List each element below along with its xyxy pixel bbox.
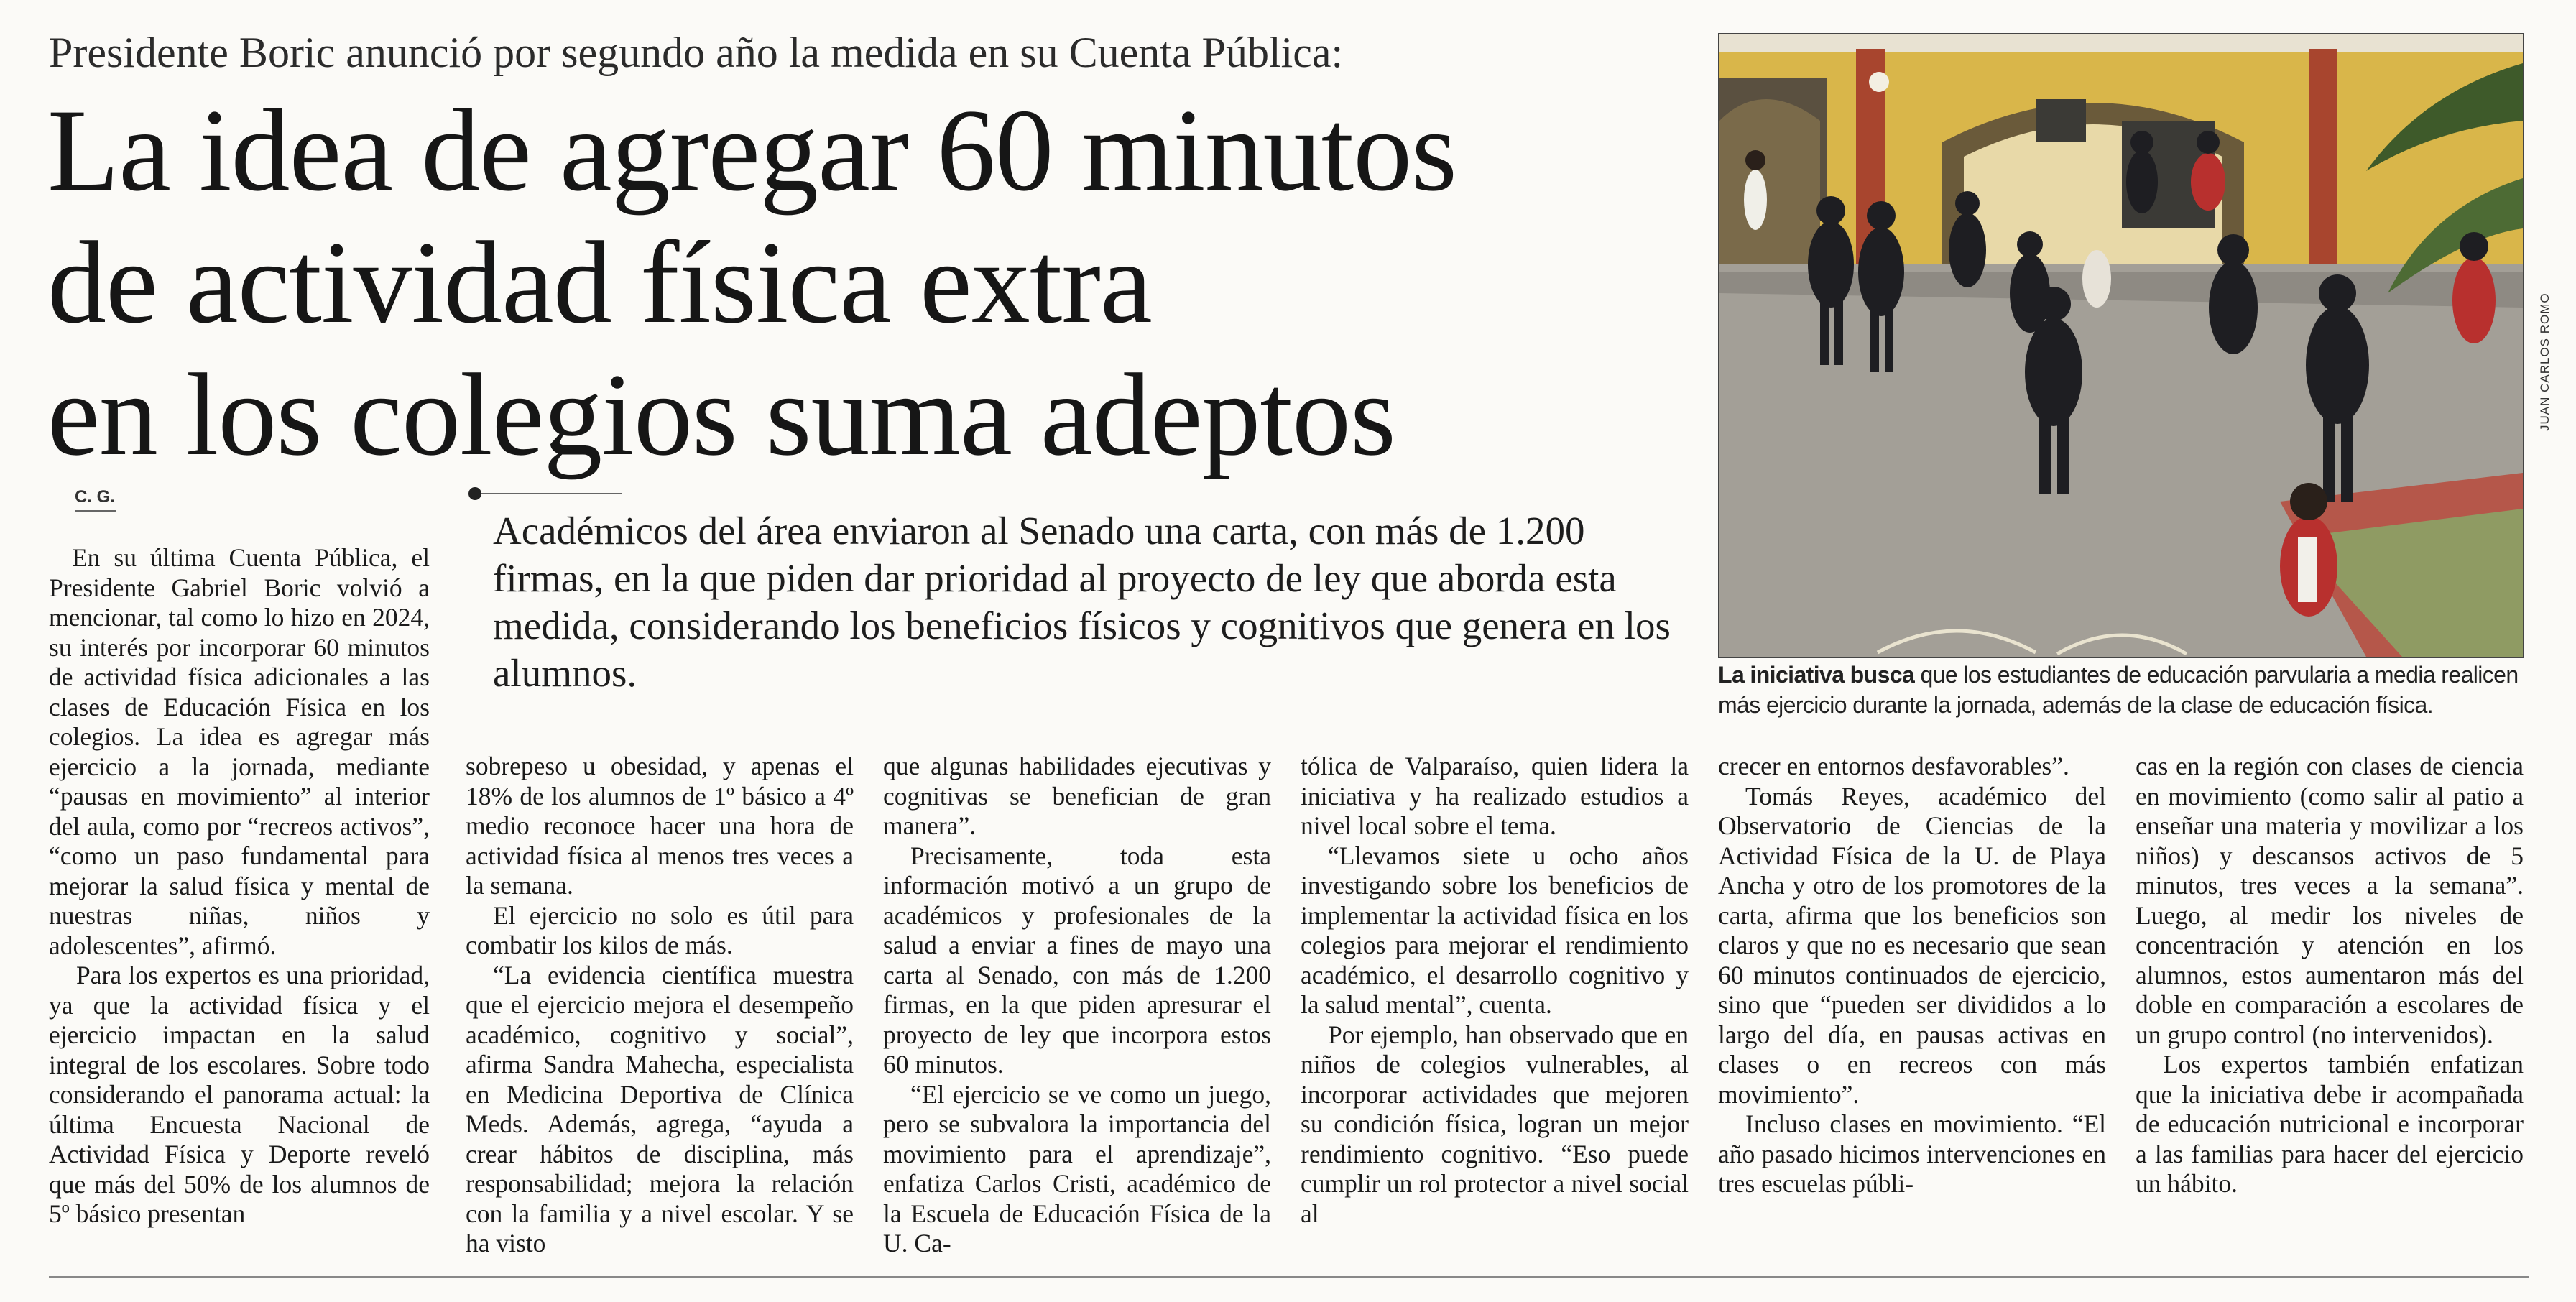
article-photo bbox=[1718, 33, 2524, 658]
lead-divider bbox=[481, 493, 622, 494]
headline-line-1: La idea de agregar 60 minutos bbox=[47, 86, 1457, 216]
paragraph: Incluso clases en movimiento. “El año pasado hicimos intervenciones en tres escuelas públi- bbox=[1718, 1109, 2106, 1198]
bottom-divider bbox=[49, 1276, 2529, 1278]
byline: C. G. bbox=[75, 487, 116, 507]
paragraph: tólica de Valparaíso, quien lidera la iniciativa y ha realizado estudios a nivel local sobre el tema. bbox=[1301, 752, 1689, 840]
paragraph: crecer en entornos desfavorables”. bbox=[1718, 752, 2069, 780]
paragraph: En su última Cuenta Pública, el Presidente Gabriel Boric volvió a mencionar, tal como lo hizo en 2024, su interés por incorporar 60 minutos de actividad física adicionales a las clases de Educación Física en los colegios. La idea es agregar más ejercicio a la jornada, mediante “pausas en movimiento” al interior del aula, como por “recreos activos”, “como un paso fundamental para mejorar la salud física y mental de nuestras niñas, niños y adolescentes”, afirmó. bbox=[49, 543, 430, 960]
photo-credit: JUAN CARLOS ROMO bbox=[2538, 292, 2552, 431]
body-column-6 bbox=[2136, 752, 2524, 1199]
paragraph: El ejercicio no solo es útil para combatir los kilos de más. bbox=[466, 900, 854, 959]
paragraph: Tomás Reyes, académico del Observatorio de Ciencias de la Actividad Física de la U. de Playa Ancha y otro de los promotores de la carta, afirma que los beneficios son claros y que no es necesario que sean 60 minutos continuados de ejercicio, sino que “pueden ser divididos a lo largo del día, en pausas activas en clases o en recreos con más movimiento”. bbox=[1718, 781, 2106, 1109]
byline-divider bbox=[75, 510, 116, 512]
paragraph: “El ejercicio se ve como un juego, pero se subvalora la importancia del movimiento para el aprendizaje”, enfatiza Carlos Cristi, académico de la Escuela de Educación Física de la U. Ca- bbox=[883, 1079, 1271, 1257]
body-column-1 bbox=[49, 543, 430, 1229]
paragraph: “La evidencia científica muestra que el ejercicio mejora el desempeño académico, cognitivo y social”, afirma Sandra Mahecha, especialista en Medicina Deportiva de Clínica Meds. Además, agrega, “ayuda a crear hábitos de disciplina, más responsabilidad; mejora la relación con la familia y a nivel escolar. Y se ha visto bbox=[466, 960, 854, 1257]
paragraph: “Llevamos siete u ocho años investigando sobre los beneficios de implementar la actividad física en los colegios para mejorar el rendimiento académico, el desarrollo cognitivo y la salud mental”, cuenta. bbox=[1301, 841, 1689, 1019]
body-column-5 bbox=[1718, 752, 2106, 1199]
paragraph: sobrepeso u obesidad, y apenas el 18% de los alumnos de 1º básico a 4º medio reconoce hacer una hora de actividad física al menos tres veces a la semana. bbox=[466, 752, 854, 900]
paragraph: Los expertos también enfatizan que la iniciativa debe ir acompañada de educación nutricional e incorporar a las familias para hacer del ejercicio un hábito. bbox=[2136, 1050, 2524, 1198]
body-column-4 bbox=[1301, 752, 1689, 1229]
headline-line-2: de actividad física extra bbox=[47, 218, 1152, 348]
headline-line-3: en los colegios suma adeptos bbox=[47, 350, 1395, 480]
photo-caption bbox=[1718, 660, 2530, 720]
lead-bullet-icon bbox=[468, 487, 481, 500]
article-lead: Académicos del área enviaron al Senado una carta, con más de 1.200 firmas, en la que piden dar prioridad al proyecto de ley que aborda esta medida, considerando los beneficios físicos y cognitivos que genera en los alumnos. bbox=[493, 509, 1671, 695]
caption-lead: La iniciativa busca bbox=[1718, 662, 1915, 688]
paragraph: Por ejemplo, han observado que en niños de colegios vulnerables, al incorporar actividades que mejoren su condición física, logran un mejor rendimiento cognitivo. “Eso puede cumplir un rol protector a nivel social al bbox=[1301, 1020, 1689, 1228]
paragraph: Precisamente, toda esta información motivó a un grupo de académicos y profesionales de la salud a enviar a fines de mayo una carta al Senado, con más de 1.200 firmas, en la que piden apresurar el proyecto de ley que incorpora estos 60 minutos. bbox=[883, 841, 1271, 1079]
paragraph: Para los expertos es una prioridad, ya que la actividad física y el ejercicio impactan en la salud integral de los escolares. Sobre todo considerando el panorama actual: la última Encuesta Nacional de Actividad Física y Deporte reveló que más del 50% de los alumnos de 5º básico presentan bbox=[49, 961, 430, 1228]
paragraph: que algunas habilidades ejecutivas y cognitivas se benefician de gran manera”. bbox=[883, 752, 1271, 840]
paragraph: cas en la región con clases de ciencia en movimiento (como salir al patio a enseñar una materia y movilizar a los niños) y descansos activos de 5 minutos, tres veces a la semana”. Luego, al medir los niveles de concentración y atención en los alumnos, estos aumentaron más del doble en comparación a escolares de un grupo control (no intervenidos). bbox=[2136, 752, 2524, 1049]
body-column-2 bbox=[466, 752, 854, 1259]
schoolyard-illustration bbox=[1719, 34, 2523, 657]
body-column-3 bbox=[883, 752, 1271, 1259]
caption-text: que los estudiantes de educación parvularia a media realicen más ejercicio durante la jornada, además de la clase de educación física. bbox=[1718, 662, 2519, 718]
article-headline bbox=[47, 85, 1686, 481]
article-kicker: Presidente Boric anunció por segundo año la medida en su Cuenta Pública: bbox=[49, 29, 1344, 76]
